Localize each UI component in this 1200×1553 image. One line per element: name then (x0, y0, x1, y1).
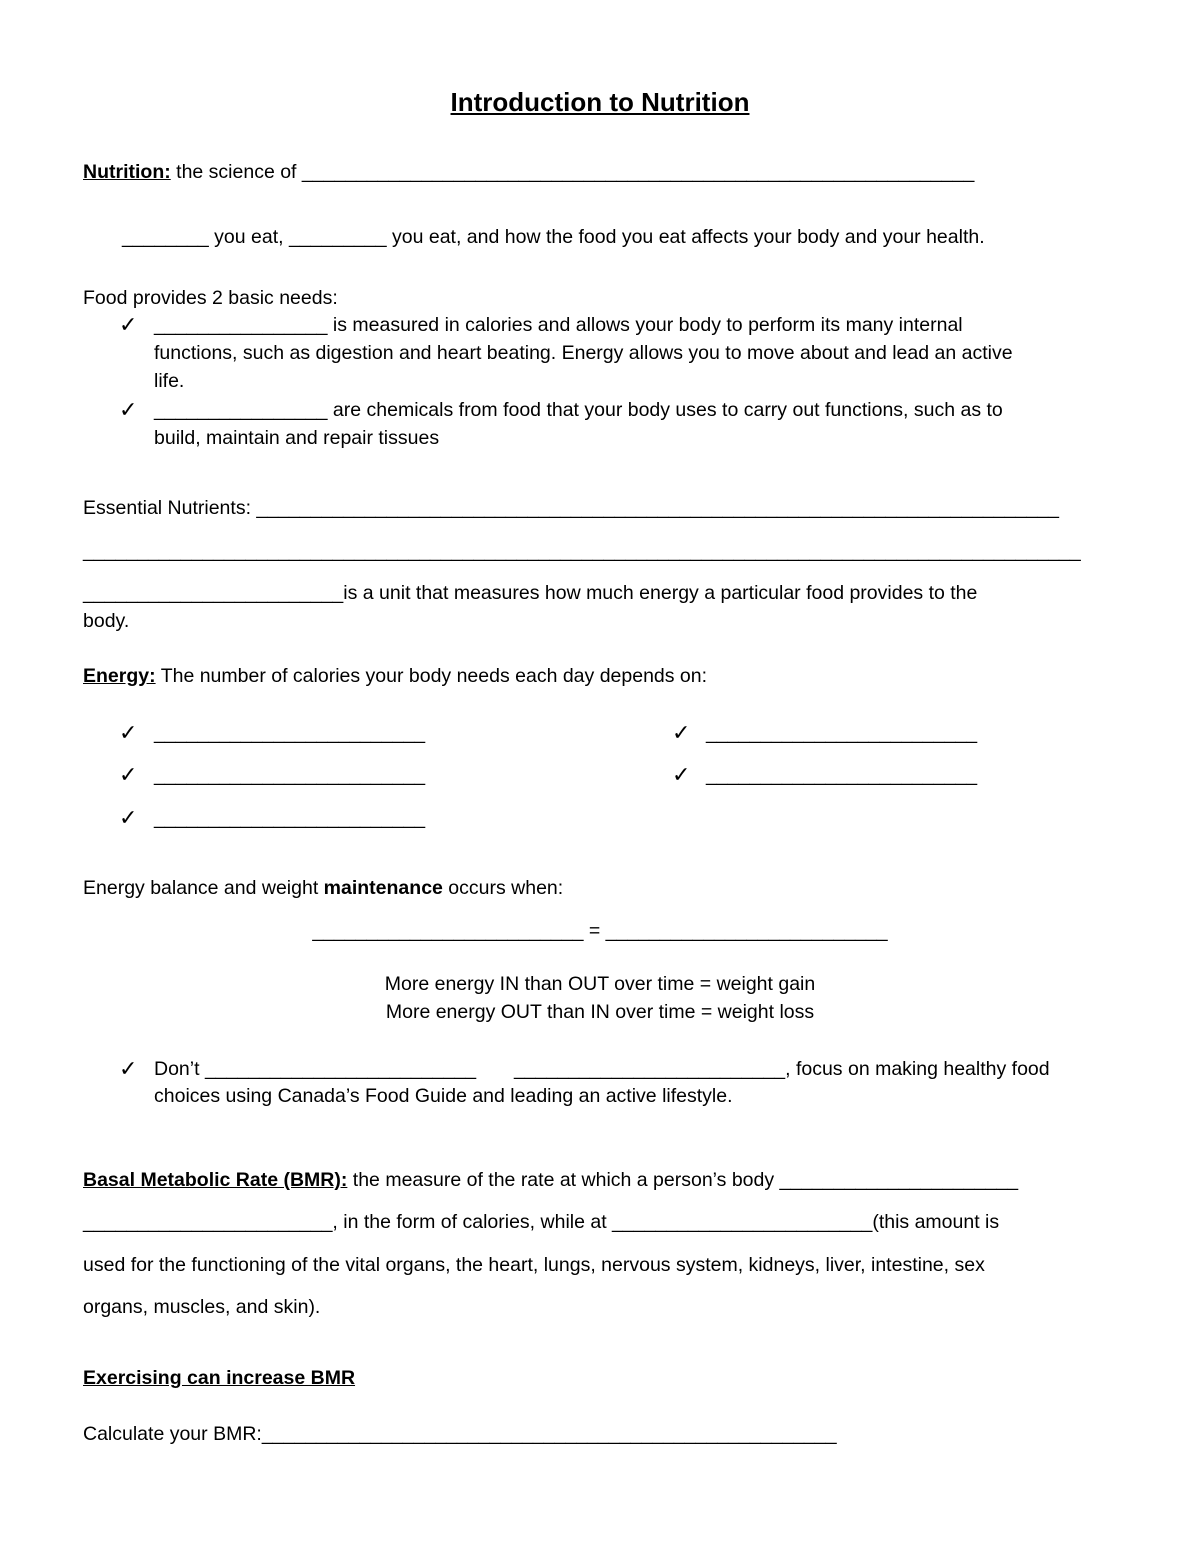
energy-factor-blank: _________________________ (154, 764, 426, 786)
calorie-line2: body. (83, 610, 130, 632)
exercise-heading: Exercising can increase BMR (83, 1367, 356, 1389)
energy-balance-maintenance: maintenance (323, 877, 443, 899)
checkmark-icon: ✓ (119, 720, 138, 745)
checkmark-icon: ✓ (672, 720, 691, 745)
energy-balance-text-c: occurs when: (442, 877, 564, 899)
dont-line2: choices using Canada’s Food Guide and leading an active lifestyle. (154, 1085, 733, 1107)
energy-heading (83, 665, 707, 687)
bmr-label: Basal Metabolic Rate (BMR): (83, 1169, 348, 1191)
checkmark-icon: ✓ (119, 312, 138, 337)
nutrition-definition (83, 161, 974, 183)
nutrients-item-line1: ________________ are chemicals from food that your body uses to carry out functions, such as to (154, 399, 1003, 421)
essential-nutrients-blank: __________________________________________________________________________ (256, 497, 1059, 519)
weight-loss-line: More energy OUT than IN over time = weight loss (385, 1001, 815, 1023)
checkmark-icon: ✓ (119, 805, 138, 830)
energy-factor-blank: _________________________ (154, 722, 426, 744)
food-needs-heading: Food provides 2 basic needs: (83, 287, 338, 309)
nutrition-label: Nutrition: (83, 161, 171, 183)
essential-nutrients (83, 497, 1059, 519)
energy-factor-blank: _________________________ (706, 764, 978, 786)
bmr-text: the measure of the rate at which a person’s body ______________________ (352, 1169, 1019, 1191)
essential-nutrients-blank-line: ____________________________________________________________________________________________ (83, 540, 1081, 562)
energy-text: The number of calories your body needs each day depends on: (160, 665, 708, 687)
energy-factor-blank: _________________________ (706, 722, 978, 744)
energy-item-line2: functions, such as digestion and heart beating. Energy allows you to move about and lead an active (154, 342, 1013, 364)
energy-factor-blank: _________________________ (154, 807, 426, 829)
calculate-bmr: Calculate your BMR:_____________________________________________________ (83, 1423, 837, 1445)
energy-balance-heading (83, 877, 563, 899)
bmr-line2: _______________________, in the form of calories, while at ________________________(this amount is (83, 1211, 1000, 1233)
bmr-line3: used for the functioning of the vital organs, the heart, lungs, nervous system, kidneys, liver, intestine, sex (83, 1254, 985, 1276)
checkmark-icon: ✓ (119, 397, 138, 422)
nutrients-item-line2: build, maintain and repair tissues (154, 427, 440, 449)
weight-gain-line: More energy IN than OUT over time = weight gain (384, 973, 816, 995)
energy-equation: _________________________ = __________________________ (312, 920, 888, 942)
energy-item-line3: life. (154, 370, 185, 392)
energy-label: Energy: (83, 665, 156, 687)
energy-item-line1: ________________ is measured in calories and allows your body to perform its many internal (154, 314, 963, 336)
checkmark-icon: ✓ (119, 1056, 138, 1081)
essential-nutrients-label: Essential Nutrients: (83, 497, 251, 519)
bmr-line4: organs, muscles, and skin). (83, 1296, 321, 1318)
energy-balance-text-a: Energy balance and weight (83, 877, 324, 899)
dont-line1: Don’t _________________________ _________________________, focus on making healthy food (154, 1058, 1050, 1080)
checkmark-icon: ✓ (672, 762, 691, 787)
checkmark-icon: ✓ (119, 762, 138, 787)
bmr-line1 (83, 1169, 1018, 1191)
calorie-line1: ________________________is a unit that measures how much energy a particular food provides to the (83, 582, 978, 604)
page-title: Introduction to Nutrition (450, 87, 750, 117)
nutrition-text: the science of ______________________________________________________________ (176, 161, 975, 183)
nutrition-line2: ________ you eat, _________ you eat, and how the food you eat affects your body and your health. (122, 226, 985, 248)
